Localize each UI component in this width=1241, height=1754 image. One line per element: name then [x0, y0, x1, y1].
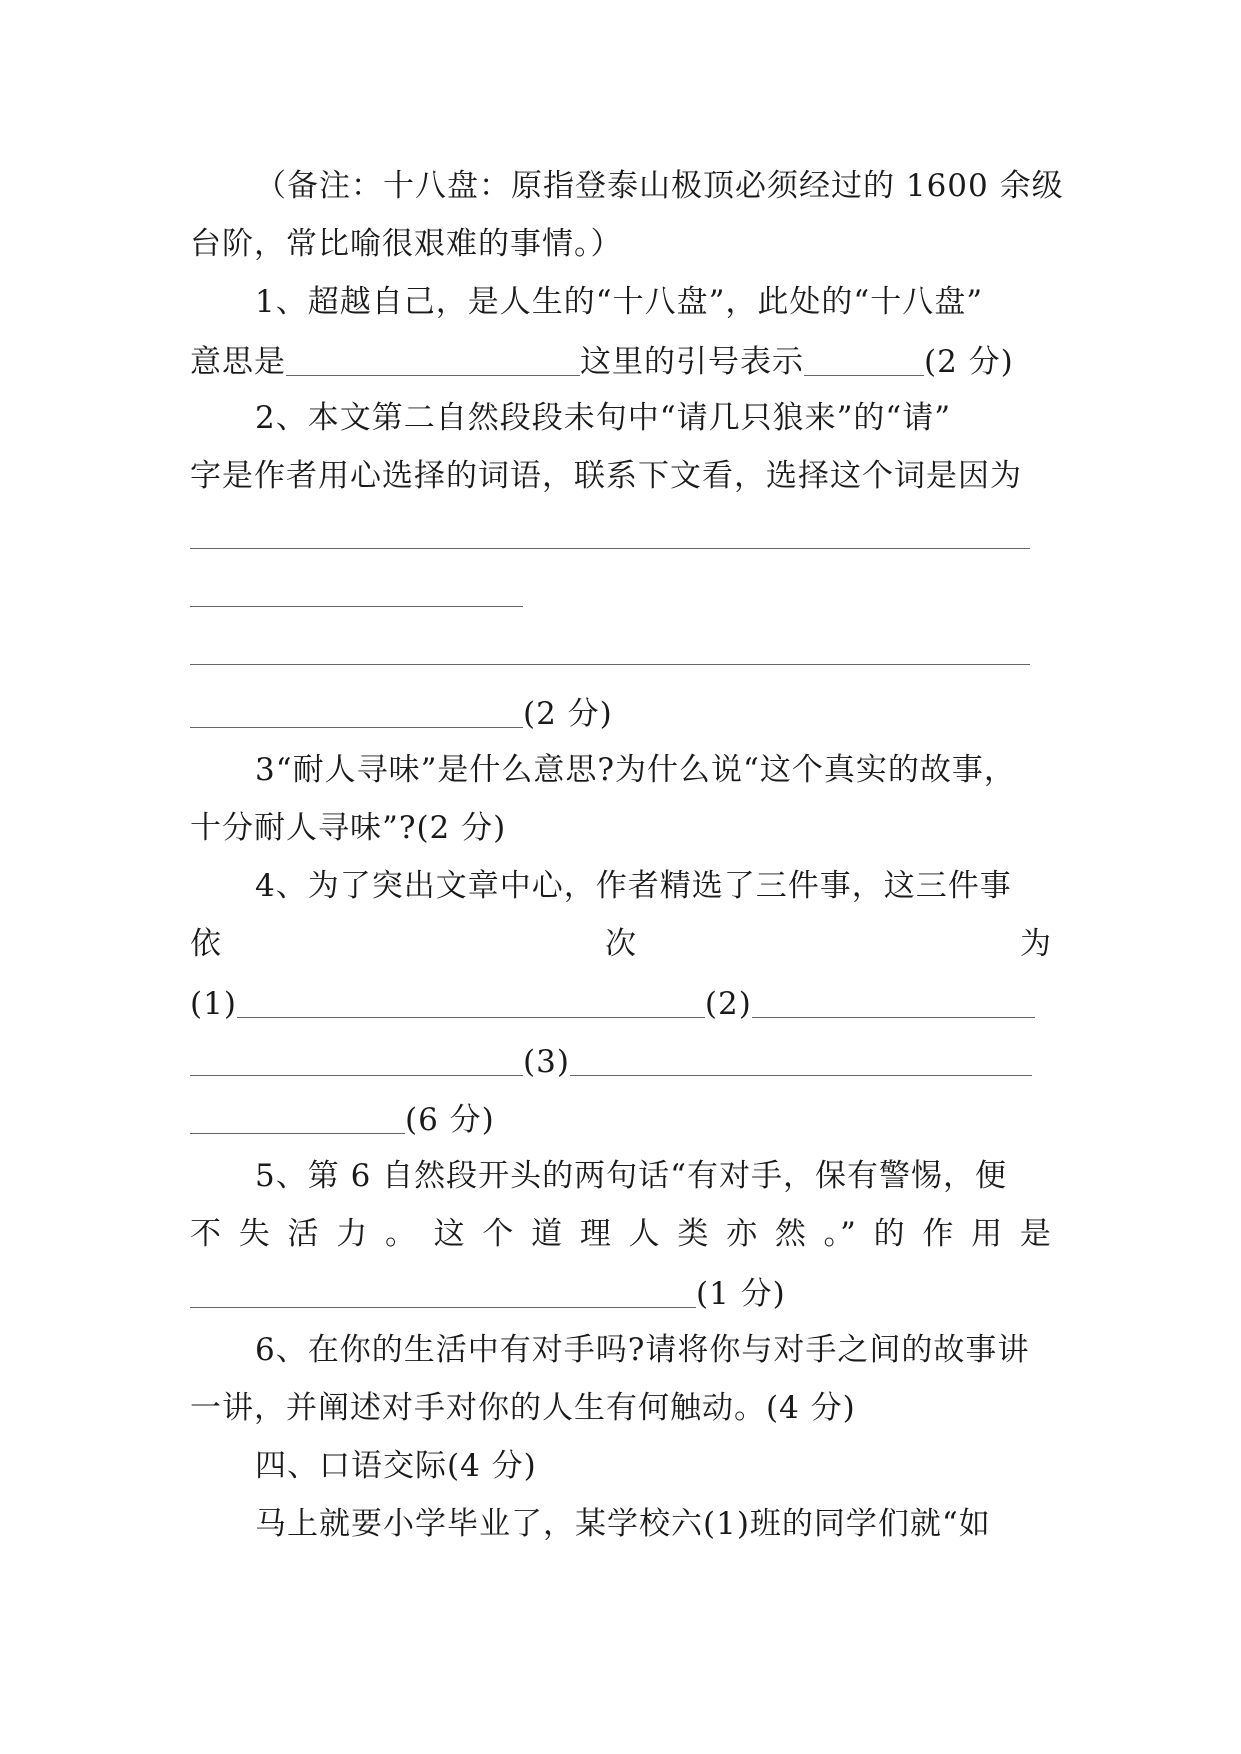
answer-blank-4c[interactable] [190, 1035, 523, 1076]
answer-blank-4e[interactable] [190, 1093, 405, 1134]
question-4-answer-line-1 [190, 973, 1052, 1031]
answer-blank-4d[interactable] [570, 1035, 1032, 1076]
question-2-line-2: 字是作者用心选择的词语，联系下文看，选择这个词是因为 [190, 458, 1022, 494]
note-line-1: （备注：十八盘：原指登泰山极顶必须经过的 1600 余级 [255, 168, 1064, 204]
spread-char: 类 [677, 1216, 710, 1252]
question-5-answer-line [190, 1263, 1052, 1321]
spread-char: 作 [922, 1216, 955, 1252]
question-2-line-1: 2、本文第二自然段段未句中“请几只狼来”的“请” [255, 400, 952, 436]
question-3-line-1: 3“耐人寻味”是什么意思?为什么说“这个真实的故事， [255, 752, 1016, 788]
question-3-line-2: 十分耐人寻味”?(2 分) [190, 810, 507, 846]
spread-char: 道 [531, 1216, 564, 1252]
spread-char: 力 [336, 1216, 369, 1252]
answer-blank-1a[interactable] [286, 335, 580, 376]
answer-line-2b[interactable] [190, 606, 523, 607]
spread-char: 为 [1020, 926, 1052, 962]
answer-line-2c[interactable] [190, 664, 1030, 665]
spread-char: 不 [190, 1216, 222, 1252]
spread-char: 个 [482, 1216, 515, 1252]
spread-char: 次 [605, 926, 637, 962]
spread-char: 亦 [726, 1216, 759, 1252]
question-5-score: (1 分) [696, 1276, 786, 1312]
spread-char: 的 [873, 1216, 906, 1252]
spread-char: 这 [433, 1216, 466, 1252]
section-4-line-1: 马上就要小学毕业了，某学校六(1)班的同学们就“如 [255, 1506, 991, 1542]
spread-char: 活 [287, 1216, 320, 1252]
question-6-line-1: 6、在你的生活中有对手吗?请将你与对手之间的故事讲 [255, 1332, 1030, 1368]
spread-char: 然 [774, 1216, 807, 1252]
answer-blank-5[interactable] [190, 1267, 696, 1308]
question-5-spread-line [190, 1205, 1052, 1263]
question-4-answer-line-3 [190, 1089, 1052, 1147]
question-5-line-1: 5、第 6 自然段开头的两句话“有对手，保有警惕，便 [255, 1158, 1008, 1194]
question-1-line-2 [190, 331, 1052, 389]
item-marker-2: (2) [704, 986, 752, 1022]
item-marker-3: (3) [523, 1044, 570, 1080]
spread-char: 失 [238, 1216, 271, 1252]
spread-char: 是 [1019, 1216, 1052, 1252]
spread-char: 人 [628, 1216, 661, 1252]
section-4-heading: 四、口语交际(4 分) [255, 1448, 537, 1484]
spread-char: 。” [823, 1216, 857, 1252]
item-marker-1: (1) [190, 986, 237, 1022]
answer-blank-2d[interactable] [190, 687, 523, 728]
question-2-score: (2 分) [523, 696, 613, 732]
spread-char: 依 [190, 926, 222, 962]
question-4-score: (6 分) [405, 1102, 495, 1138]
question-4-answer-line-2 [190, 1031, 1052, 1089]
question-1-score: (2 分) [924, 344, 1014, 380]
question-6-line-2: 一讲，并阐述对手对你的人生有何触动。(4 分) [190, 1390, 856, 1426]
spread-char: 理 [579, 1216, 612, 1252]
question-1-prefix: 意思是 [190, 344, 286, 380]
spread-char: 用 [971, 1216, 1004, 1252]
spread-char: 。 [384, 1216, 417, 1252]
question-1-middle: 这里的引号表示 [580, 344, 804, 380]
question-2-answer-line [190, 683, 1052, 741]
question-4-spread-line [190, 915, 1052, 973]
answer-blank-4b[interactable] [752, 977, 1035, 1018]
question-1-line-1: 1、超越自己，是人生的“十八盘”，此处的“十八盘” [255, 284, 984, 320]
question-4-line-1: 4、为了突出文章中心，作者精选了三件事，这三件事 [255, 868, 1012, 904]
answer-line-2a[interactable] [190, 548, 1030, 549]
note-line-2: 台阶，常比喻很艰难的事情。） [190, 226, 623, 262]
answer-blank-4a[interactable] [237, 977, 705, 1018]
answer-blank-1b[interactable] [804, 335, 924, 376]
